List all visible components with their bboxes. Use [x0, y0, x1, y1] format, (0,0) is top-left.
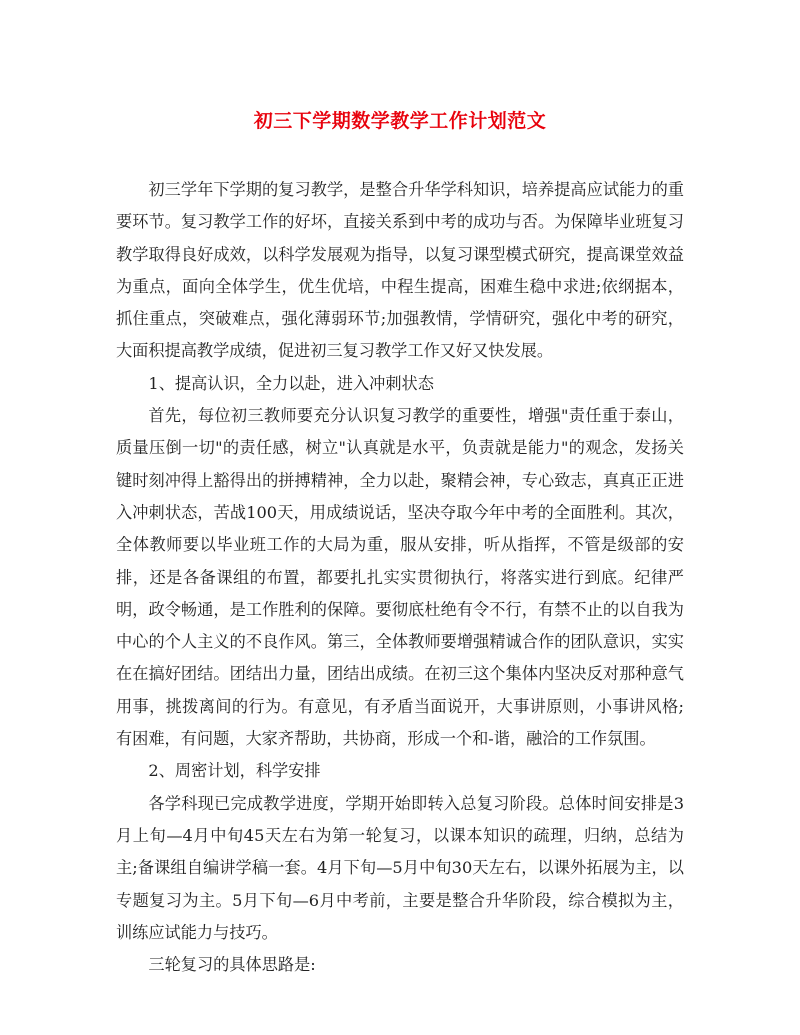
- section-heading-2: 2、周密计划，科学安排: [148, 761, 321, 781]
- section-1-paragraph: 首先，每位初三教师要充分认识复习教学的重要性，增强"责任重于泰山，质量压倒一切"的责任感，树立"认真就是水平，负责就是能力"的观念，发扬关键时刻冲得上豁得出的拼搏精神，全力以赴，聚精会神，专心致志，真真正正进入冲刺状态，苦战100天，用成绩说话，坚决夺取今年中考的全面胜利。其次，全体教师要以毕业班工作的大局为重，服从安排，听从指挥，不管是级部的安排，还是各备课组的布置，都要扎扎实实贯彻执行，将落实进行到底。纪律严明，政令畅通，是工作胜利的保障。要彻底杜绝有令不行，有禁不止的以自我为中心的个人主义的不良作风。第三，全体教师要增强精诚合作的团队意识，实实在在搞好团结。团结出力量，团结出成绩。在初三这个集体内坚决反对那种意气用事，挑拨离间的行为。有意见，有矛盾当面说开，大事讲原则，小事讲风格;有困难，有问题，大家齐帮助，共协商，形成一个和-谐，融洽的工作氛围。: [116, 406, 684, 749]
- section-2-paragraph: 各学科现已完成教学进度，学期开始即转入总复习阶段。总体时间安排是3月上旬—4月中旬45天左右为第一轮复习，以课本知识的疏理，归纳，总结为主;备课组自编讲学稿一套。4月下旬—5月中旬30天左右，以课外拓展为主，以专题复习为主。5月下旬—6月中考前，主要是整合升华阶段，综合模拟为主，训练应试能力与技巧。: [116, 793, 684, 942]
- document-title: 初三下学期数学教学工作计划范文: [253, 110, 547, 132]
- section-heading-1: 1、提高认识，全力以赴，进入冲刺状态: [148, 373, 434, 393]
- document-body: [116, 174, 684, 981]
- review-plan-lead: 三轮复习的具体思路是:: [148, 955, 316, 975]
- intro-paragraph: 初三学年下学期的复习教学，是整合升华学科知识，培养提高应试能力的重要环节。复习教学工作的好坏，直接关系到中考的成功与否。为保障毕业班复习教学取得良好成效，以科学发展观为指导，以复习课型模式研究，提高课堂效益为重点，面向全体学生，优生优培，中程生提高，困难生稳中求进;依纲据本，抓住重点，突破难点，强化薄弱环节;加强教情，学情研究，强化中考的研究，大面积提高教学成绩，促进初三复习教学工作又好又快发展。: [116, 180, 684, 361]
